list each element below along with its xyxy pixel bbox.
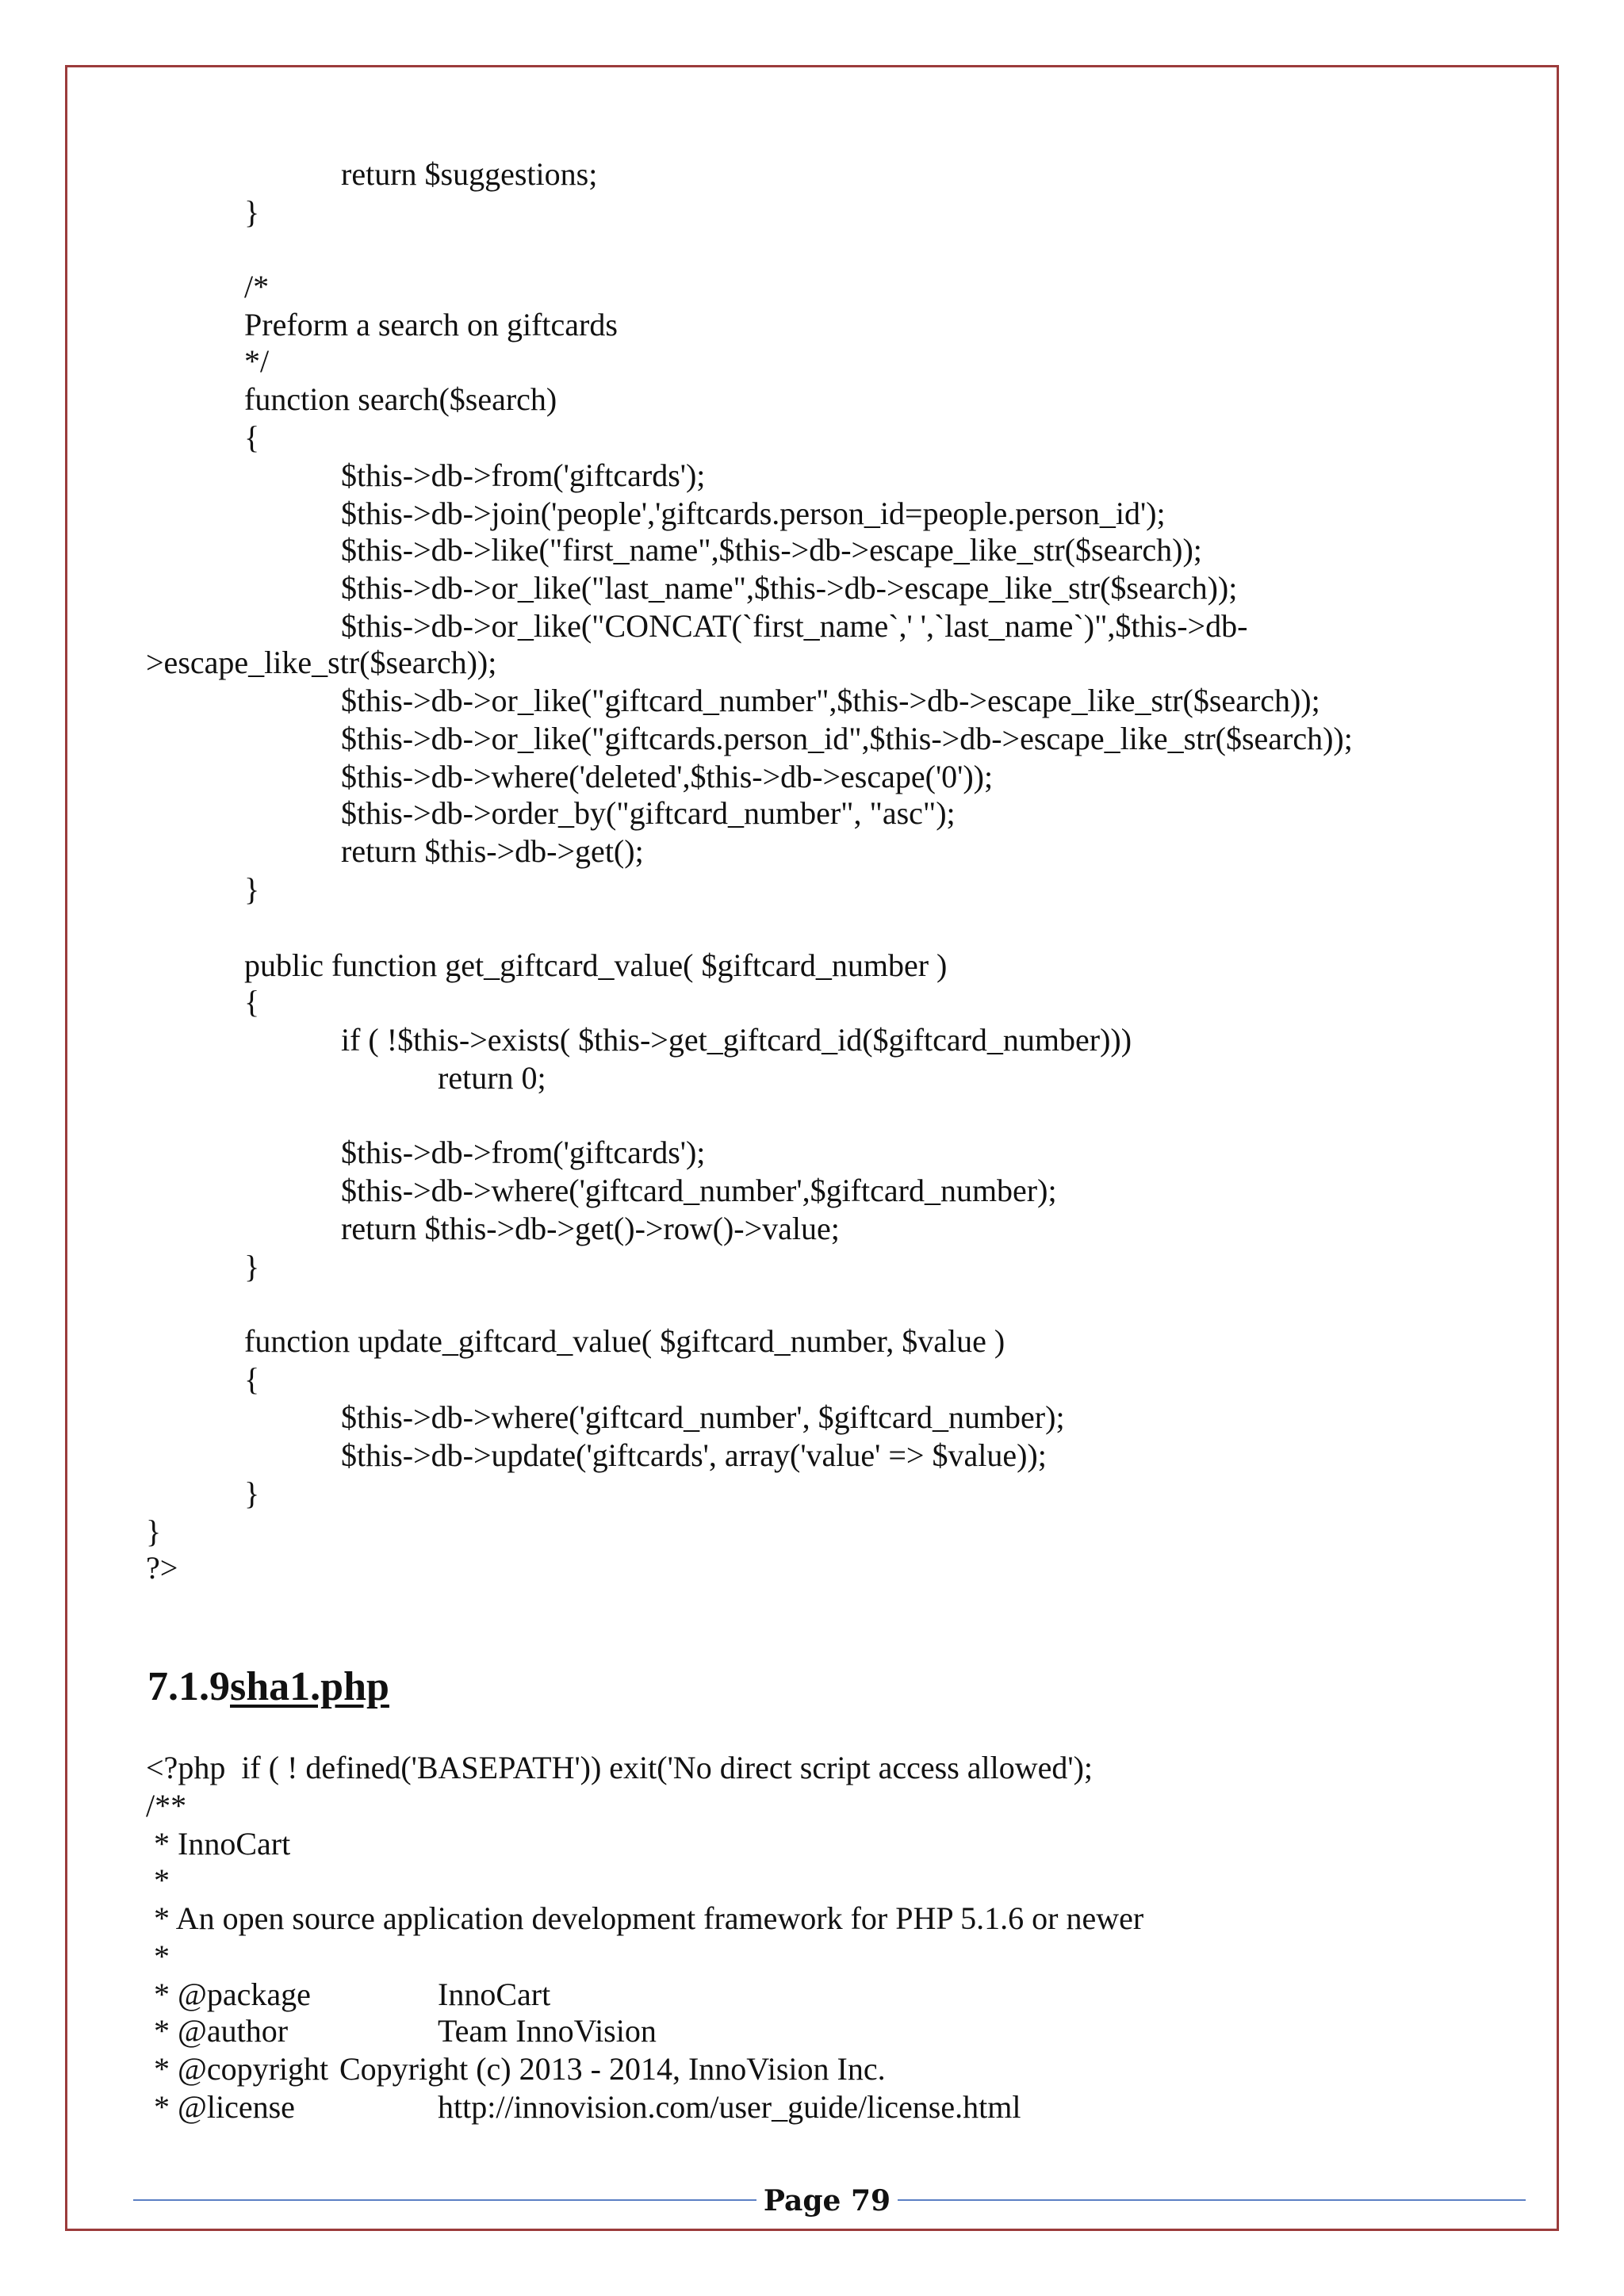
code-line: $this->db->or_like("CONCAT(`first_name`,' ',`last_name`)",$this->db- xyxy=(341,608,1248,644)
doc-tag-copyright: * @copyright xyxy=(146,2051,329,2087)
doc-value-license: http://innovision.com/user_guide/license.html xyxy=(438,2089,1021,2125)
code-line: { xyxy=(244,1361,260,1397)
code-line: ?> xyxy=(146,1550,178,1586)
code-line: $this->db->from('giftcards'); xyxy=(341,457,706,493)
code-line: return $suggestions; xyxy=(341,156,598,192)
doc-tag-license: * @license xyxy=(146,2089,295,2125)
doc-tag-author: * @author xyxy=(146,2013,289,2049)
code-line: /* xyxy=(244,269,270,304)
code-line: $this->db->where('giftcard_number', $giftcard_number); xyxy=(341,1399,1065,1435)
code-line: $this->db->or_like("giftcards.person_id",$this->db->escape_like_str($search)); xyxy=(341,721,1353,756)
code-line: function search($search) xyxy=(244,381,557,417)
code-line: return $this->db->get(); xyxy=(341,833,644,869)
code-line: * xyxy=(146,1938,170,1974)
code-line: { xyxy=(244,419,260,455)
doc-value-package: InnoCart xyxy=(438,1976,551,2012)
code-line: function update_giftcard_value( $giftcard_number, $value ) xyxy=(244,1323,1005,1359)
code-line: } xyxy=(244,1249,260,1284)
doc-tag-package: * @package xyxy=(146,1976,311,2012)
code-line: * xyxy=(146,1862,170,1898)
code-line: $this->db->join('people','giftcards.person_id=people.person_id'); xyxy=(341,496,1166,531)
code-line: $this->db->update('giftcards', array('value' => $value)); xyxy=(341,1437,1047,1473)
section-number: 7.1.9 xyxy=(147,1664,230,1709)
code-line: $this->db->or_like("giftcard_number",$this->db->escape_like_str($search)); xyxy=(341,683,1320,718)
section-heading xyxy=(147,1663,389,1711)
code-line: $this->db->where('deleted',$this->db->escape('0')); xyxy=(341,759,994,794)
code-line: } xyxy=(146,1513,162,1549)
footer-rule-left xyxy=(133,2199,756,2201)
code-line: >escape_like_str($search)); xyxy=(146,645,497,680)
code-line: if ( !$this->exists( $this->get_giftcard_id($giftcard_number))) xyxy=(341,1022,1132,1058)
footer-rule-right xyxy=(898,2199,1526,2201)
code-line: $this->db->or_like("last_name",$this->db->escape_like_str($search)); xyxy=(341,570,1238,606)
code-line: * An open source application development framework for PHP 5.1.6 or newer xyxy=(146,1900,1144,1936)
section-filename: sha1.php xyxy=(230,1664,389,1709)
code-line: return $this->db->get()->row()->value; xyxy=(341,1211,840,1246)
code-line: $this->db->like("first_name",$this->db->escape_like_str($search)); xyxy=(341,532,1202,568)
code-line: return 0; xyxy=(438,1060,546,1096)
code-line: /** xyxy=(146,1788,187,1823)
code-line: $this->db->from('giftcards'); xyxy=(341,1135,706,1170)
code-line: } xyxy=(244,871,260,907)
code-line: */ xyxy=(244,343,270,379)
code-line: $this->db->where('giftcard_number',$giftcard_number); xyxy=(341,1173,1057,1208)
doc-value-copyright: Copyright (c) 2013 - 2014, InnoVision Inc. xyxy=(339,2051,886,2087)
page-number: Page 79 xyxy=(763,2184,891,2218)
code-line: } xyxy=(244,194,260,230)
code-line: <?php if ( ! defined('BASEPATH')) exit('No direct script access allowed'); xyxy=(146,1750,1094,1785)
code-line: } xyxy=(244,1475,260,1511)
code-line: public function get_giftcard_value( $giftcard_number ) xyxy=(244,947,948,983)
code-line: * InnoCart xyxy=(146,1826,291,1862)
code-line: $this->db->order_by("giftcard_number", "asc"); xyxy=(341,795,956,831)
doc-value-author: Team InnoVision xyxy=(438,2013,657,2049)
code-line: Preform a search on giftcards xyxy=(244,307,618,342)
code-line: { xyxy=(244,984,260,1020)
